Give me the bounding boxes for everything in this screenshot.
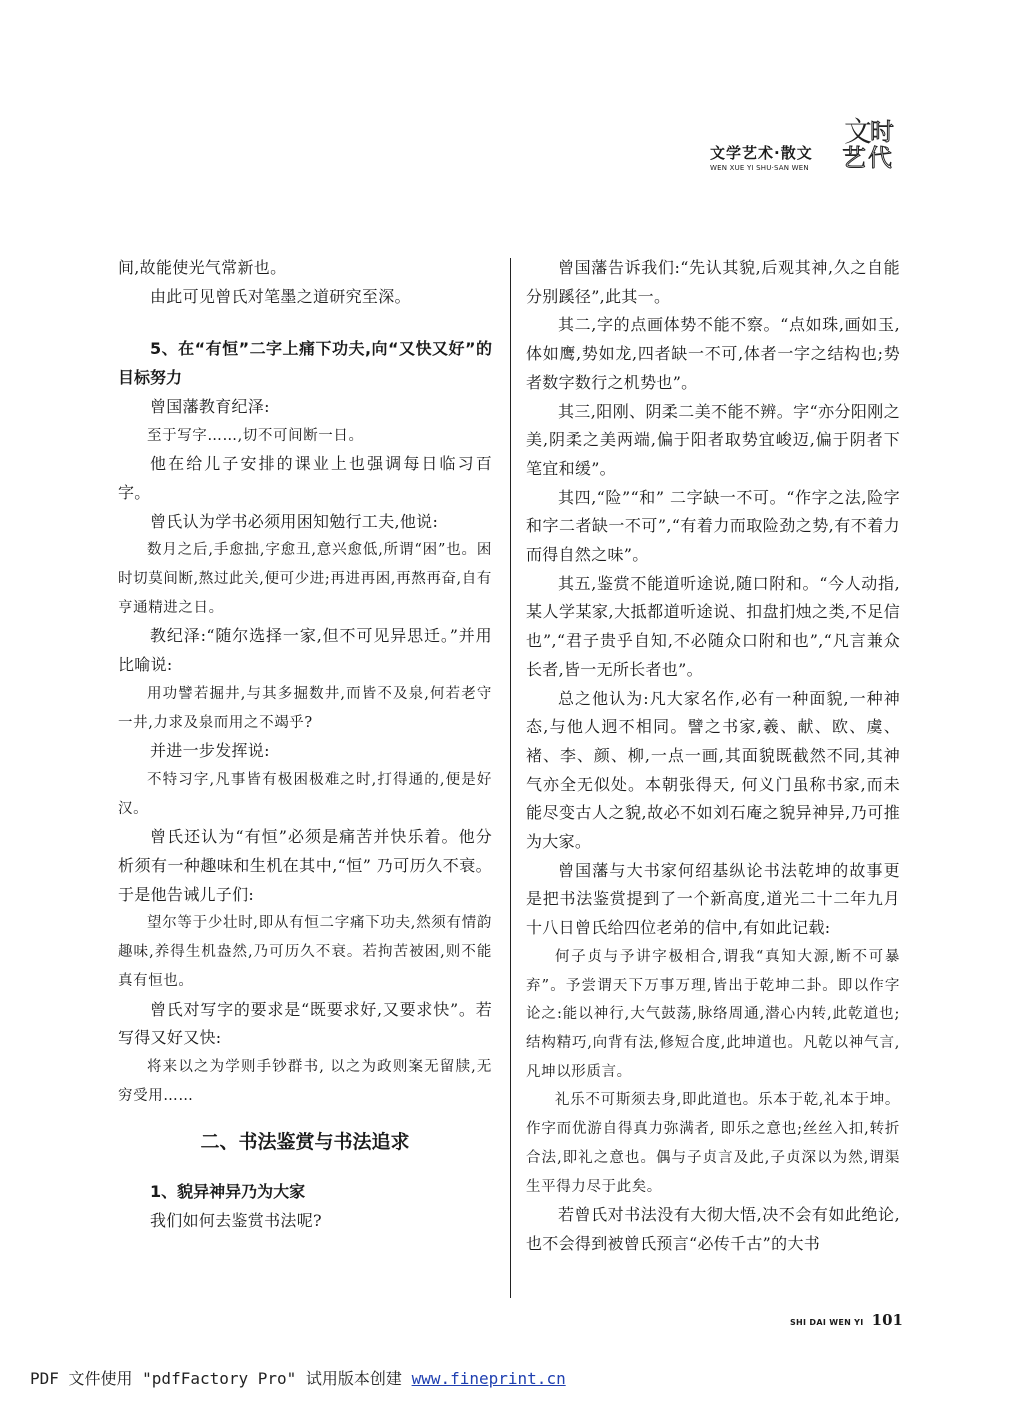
watermark-text: PDF 文件使用 "pdfFactory Pro" 试用版本创建 — [30, 1369, 402, 1388]
spacer — [118, 1156, 492, 1178]
quotation: 不特习字,凡事皆有极困极难之时,打得通的,便是好汉。 — [118, 771, 492, 817]
spacer — [118, 1110, 492, 1128]
paragraph: 其四,“险”“和” 二字缺一不可。“作字之法,险字和字二者缺一不可”,“有着力而取险劲之势,有不着力而得自然之味”。 — [526, 487, 900, 565]
paragraph: 并进一步发挥说: — [150, 741, 270, 761]
paragraph: 曾氏认为学书必须用困知勉行工夫,他说: — [150, 511, 439, 531]
quotation: 至于写字……,切不可间断一日。 — [147, 427, 364, 444]
footer-journal-name: SHI DAI WEN YI — [790, 1318, 864, 1327]
paragraph: 曾国藩与大书家何绍基纵论书法乾坤的故事更是把书法鉴赏提到了一个新高度,道光二十二年九月十八日曾氏给四位老弟的信中,有如此记载: — [526, 860, 900, 938]
page-number: 101 — [871, 1311, 903, 1329]
section-heading: 1、貌异神异乃为大家 — [150, 1182, 306, 1202]
quotation: 将来以之为学则手钞群书, 以之为政则案无留牍,无穷受用…… — [118, 1058, 492, 1104]
journal-logo — [840, 115, 900, 174]
section-pinyin: WEN XUE YI SHU·SAN WEN — [710, 164, 809, 172]
paragraph: 其二,字的点画体势不能不察。“点如珠,画如玉,体如鹰,势如龙,四者缺一不可,体者一字之结构也;势者数字数行之机势也”。 — [526, 315, 900, 392]
column-divider — [510, 258, 511, 1298]
paragraph: 他在给儿子安排的课业上也强调每日临习百字。 — [118, 454, 492, 502]
section-title: 文学艺术·散文 — [710, 144, 813, 162]
section-heading: 5、在“有恒”二字上痛下功夫,向“又快又好”的目标努力 — [118, 339, 492, 388]
paragraph: 曾氏对写字的要求是“既要求好,又要求快”。若写得又好又快: — [118, 999, 492, 1048]
left-column — [118, 254, 492, 1236]
paragraph: 若曾氏对书法没有大彻大悟,决不会有如此绝论,也不会得到被曾氏预言“必传千古”的大书 — [526, 1205, 900, 1253]
paragraph: 我们如何去鉴赏书法呢? — [150, 1211, 322, 1231]
logo-char-wen: 文 — [844, 115, 873, 148]
paragraph: 间,故能使光气常新也。 — [118, 258, 287, 277]
pdf-watermark — [30, 1366, 566, 1389]
quotation: 数月之后,手愈拙,字愈丑,意兴愈低,所谓“困”也。困时切莫间断,熬过此关,便可少进;再进再困,再熬再奋,自有亨通精进之日。 — [118, 542, 492, 616]
chapter-heading: 二、书法鉴赏与书法追求 — [200, 1131, 410, 1154]
paragraph: 其五,鉴赏不能道听途说,随口附和。“今人动指,某人学某家,大抵都道听途说、扣盘扪烛之类,不足信也”,“君子贵乎自知,不必随众口附和也”,“凡言兼众长者,皆一无所长者也”。 — [526, 573, 900, 679]
paragraph: 教纪泽:“随尔选择一家,但不可见异思迁。”并用比喻说: — [118, 626, 492, 675]
watermark-link[interactable]: www.fineprint.cn — [411, 1369, 566, 1388]
quotation: 望尔等于少壮时,即从有恒二字痛下功夫,然须有情韵趣味,养得生机盎然,乃可历久不衰。若拘苦被困,则不能真有恒也。 — [118, 915, 492, 989]
logo-char-dai: 代 — [868, 144, 892, 172]
quotation: 用功譬若掘井,与其多掘数井,而皆不及泉,何若老守一井,力求及泉而用之不竭乎? — [118, 685, 492, 731]
spacer — [118, 311, 492, 335]
right-column — [526, 254, 900, 1259]
page-footer — [790, 1310, 903, 1329]
paragraph: 曾国藩告诉我们:“先认其貌,后观其神,久之自能分别蹊径”,此其一。 — [526, 258, 900, 306]
logo-char-shi: 时 — [870, 118, 894, 146]
quotation: 礼乐不可斯须去身,即此道也。乐本于乾,礼本于坤。作字而优游自得真力弥满者, 即乐之意也;丝丝入扣,转折合法,即礼之意也。偶与子贞言及此,子贞深以为然,谓渠生平得力尽于此矣。 — [526, 1092, 900, 1195]
paragraph: 总之他认为:凡大家名作,必有一种面貌,一种神态,与他人迥不相同。譬之书家,羲、献、欧、虞、褚、李、颜、柳,一点一画,其面貌既截然不同,其神气亦全无似处。本朝张得天, 何义门虽称书家,而未能尽变古人之貌,故必不如刘石庵之貌异神异,乃可推为大家。 — [526, 688, 900, 852]
paragraph: 由此可见曾氏对笔墨之道研究至深。 — [150, 286, 411, 306]
paragraph: 曾氏还认为“有恒”必须是痛苦并快乐着。他分析须有一种趣味和生机在其中,“恒” 乃可历久不衰。于是他告诫儿子们: — [118, 827, 492, 904]
quotation: 何子贞与予讲字极相合,谓我“真知大源,断不可暴弃”。予尝谓天下万事万理,皆出于乾坤二卦。即以作字论之:能以神行,大气鼓荡,脉络周通,潜心内转,此乾道也;结构精巧,向背有法,修短合度,此坤道也。凡乾以神气言,凡坤以形质言。 — [526, 948, 900, 1080]
paragraph: 其三,阳刚、阴柔二美不能不辨。字“亦分阳刚之美,阴柔之美两端,偏于阳者取势宜峻迈,偏于阴者下笔宜和缓”。 — [526, 401, 900, 478]
logo-char-yi: 艺 — [842, 144, 866, 172]
paragraph: 曾国藩教育纪泽: — [150, 396, 270, 416]
page-header — [700, 115, 900, 178]
